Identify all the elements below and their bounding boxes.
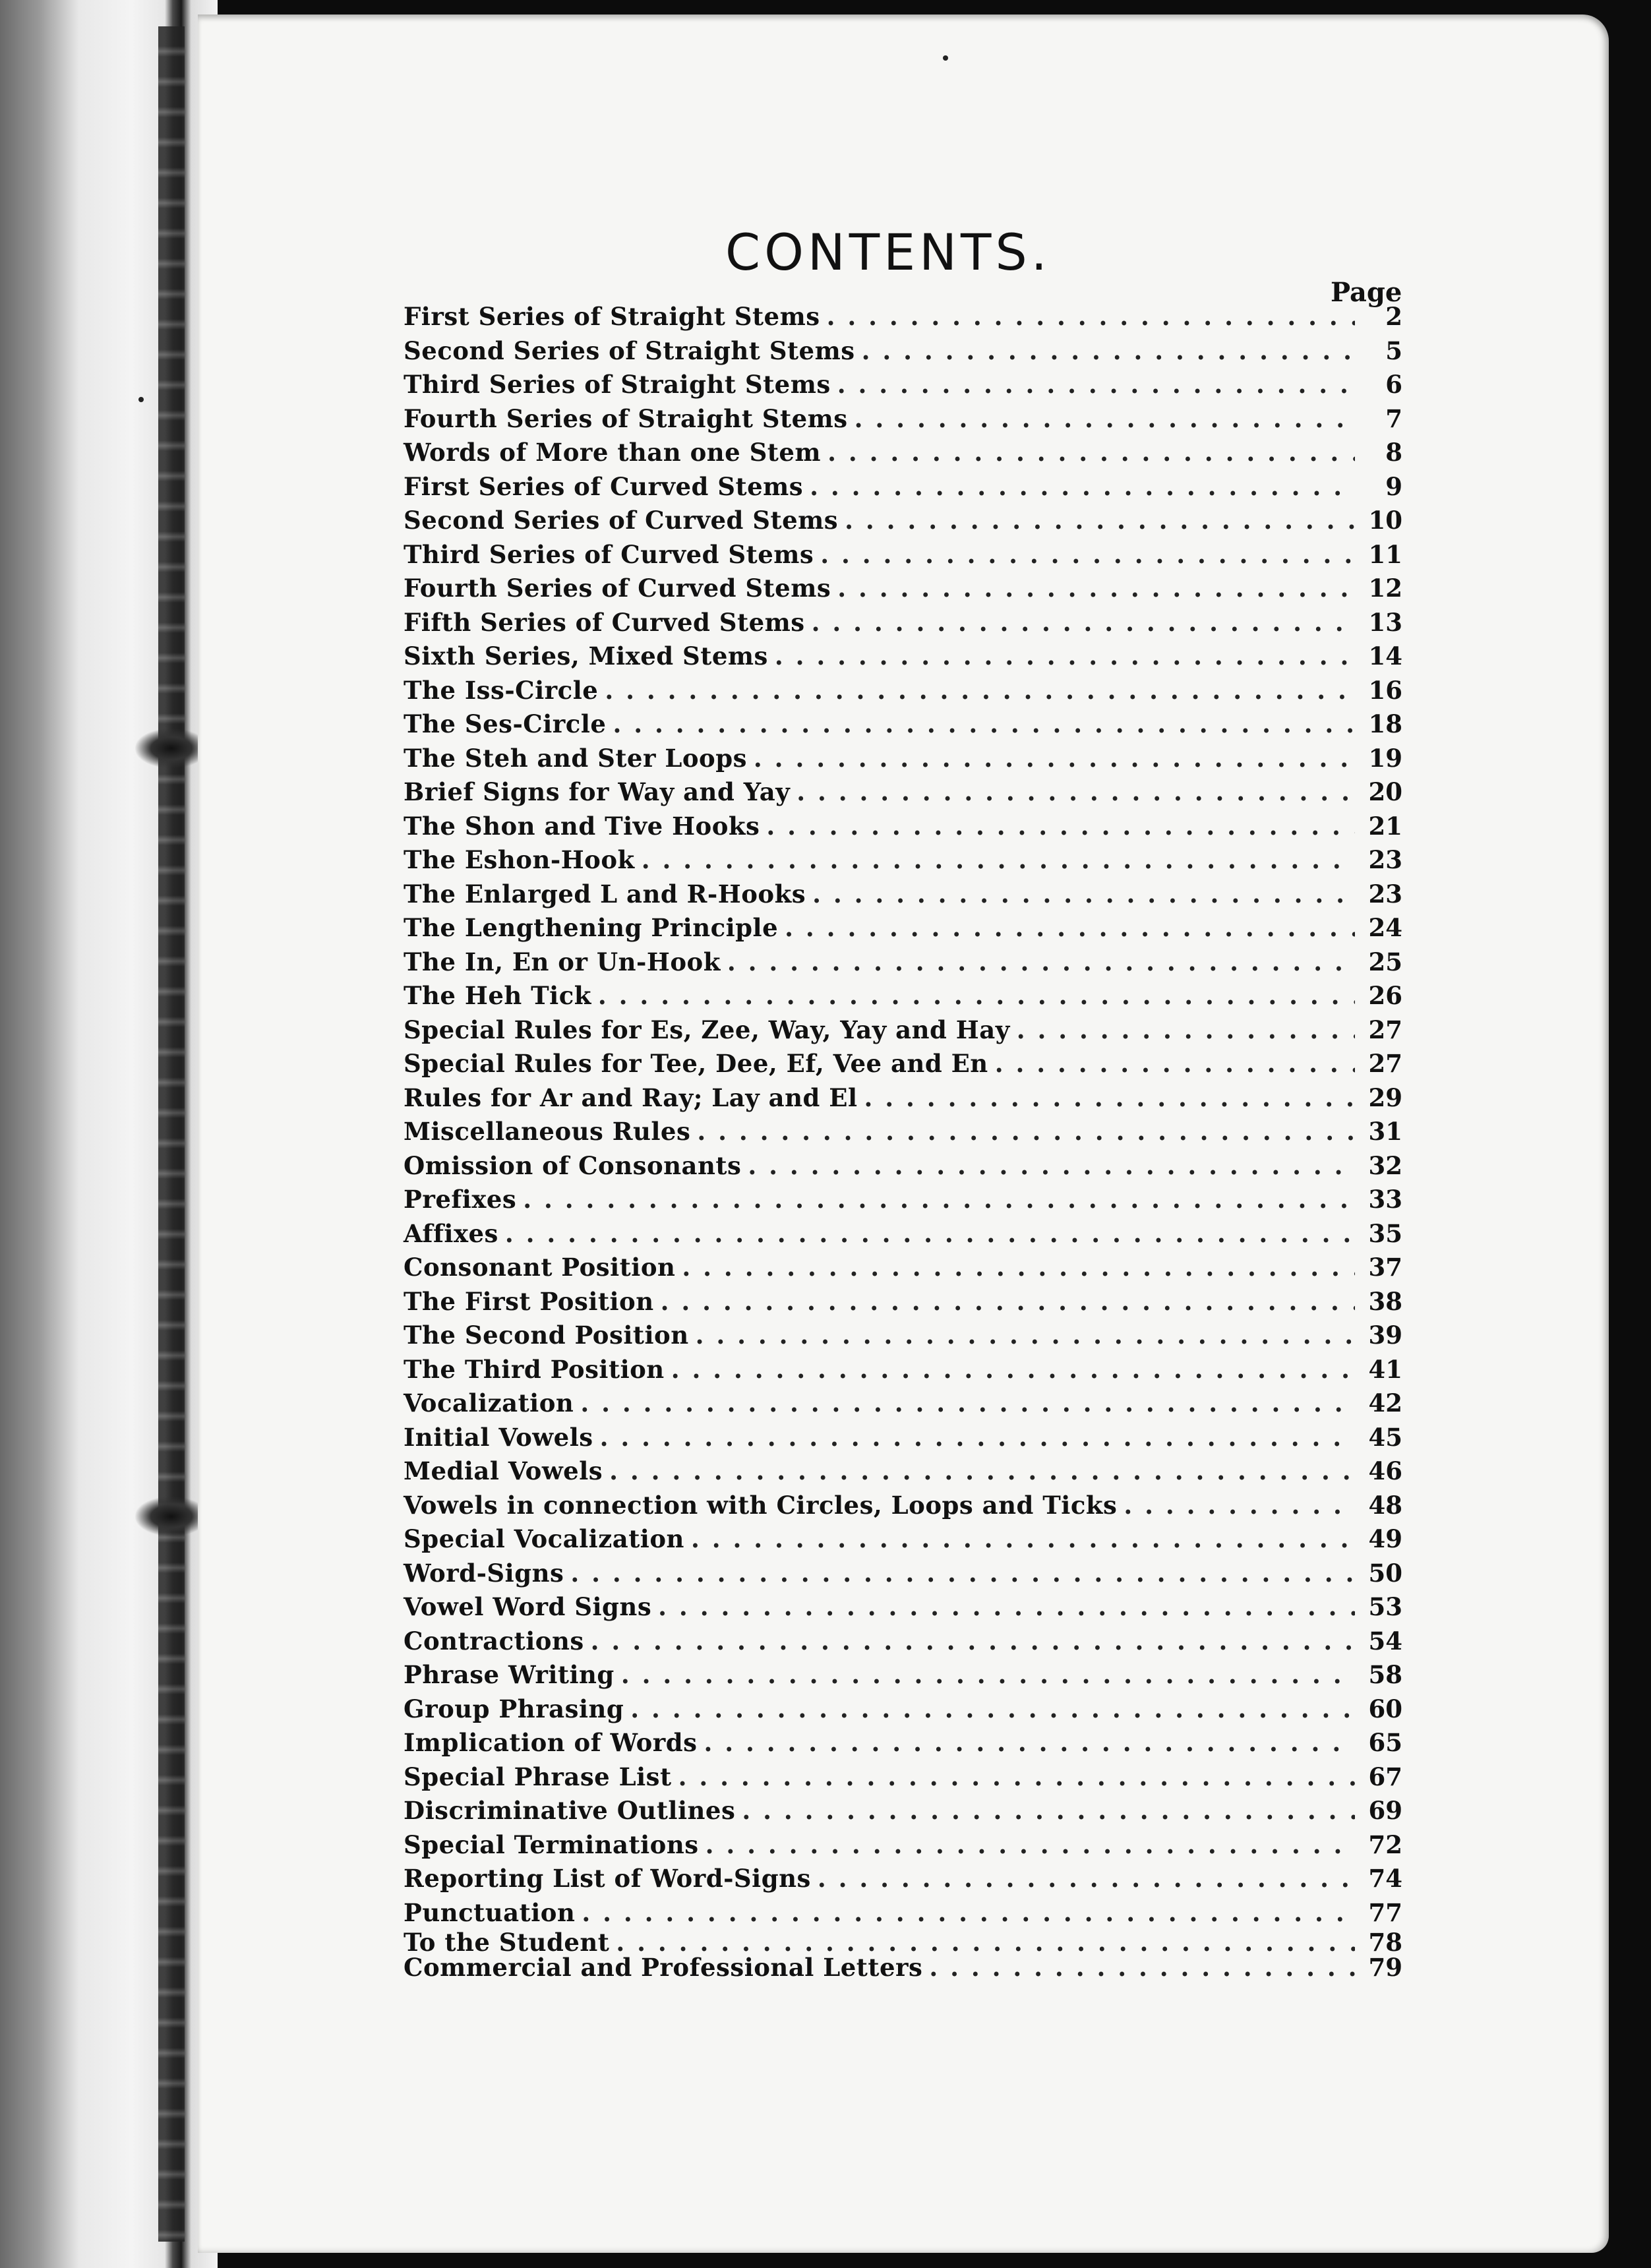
toc-entry-title: Prefixes <box>404 1185 517 1214</box>
toc-entry-title: Omission of Consonants <box>404 1150 742 1180</box>
dot-leader <box>754 742 1355 776</box>
toc-entry <box>404 1828 1402 1863</box>
toc-entry <box>404 1217 1402 1251</box>
toc-entry <box>404 572 1402 606</box>
toc-entry <box>404 606 1402 640</box>
dot-leader <box>696 1319 1355 1353</box>
toc-entry-page: 8 <box>1385 438 1402 467</box>
dot-leader <box>582 1896 1355 1930</box>
toc-entry <box>404 1115 1402 1149</box>
toc-entry-title: To the Student <box>404 1928 610 1957</box>
toc-entry-title: Initial Vowels <box>404 1422 593 1452</box>
dot-leader <box>827 436 1355 470</box>
toc-entry-page: 16 <box>1368 675 1402 705</box>
toc-entry-page: 9 <box>1385 471 1402 501</box>
toc-entry <box>404 1047 1402 1081</box>
toc-entry-title: Vowel Word Signs <box>404 1592 652 1621</box>
dot-leader <box>682 1251 1355 1285</box>
toc-entry <box>404 878 1402 912</box>
toc-entry <box>404 1183 1402 1217</box>
dot-leader <box>929 1955 1355 1980</box>
dot-leader <box>818 1862 1355 1896</box>
dot-leader <box>505 1217 1355 1251</box>
toc-entry-title: Punctuation <box>404 1897 576 1927</box>
dot-leader <box>704 1726 1355 1760</box>
binding-stitch <box>135 1497 208 1536</box>
toc-entry-title: Reporting List of Word-Signs <box>404 1864 811 1893</box>
toc-entry <box>404 368 1402 402</box>
dot-leader <box>598 979 1355 1013</box>
toc-entry <box>404 1692 1402 1727</box>
toc-entry-title: Medial Vowels <box>404 1456 603 1485</box>
dot-leader <box>600 1421 1355 1455</box>
dot-leader <box>837 572 1355 606</box>
toc-entry-page: 46 <box>1368 1456 1402 1485</box>
toc-entry-title: Special Rules for Tee, Dee, Ef, Vee and En <box>404 1049 988 1078</box>
toc-entry-title: The Eshon-Hook <box>404 845 635 874</box>
toc-entry <box>404 843 1402 878</box>
toc-entry-title: Brief Signs for Way and Yay <box>404 777 791 806</box>
toc-entry-page: 35 <box>1368 1218 1402 1248</box>
toc-entry-title: The Heh Tick <box>404 981 591 1010</box>
toc-entry <box>404 775 1402 810</box>
dot-leader <box>812 878 1355 912</box>
toc-entry-page: 20 <box>1368 777 1402 806</box>
toc-entry-title: The Lengthening Principle <box>404 913 779 942</box>
dot-leader <box>855 402 1355 436</box>
toc-entry-title: The Steh and Ster Loops <box>404 743 747 773</box>
toc-entry <box>404 436 1402 470</box>
toc-entry-page: 21 <box>1368 811 1402 841</box>
toc-entry <box>404 1353 1402 1387</box>
toc-entry-title: Group Phrasing <box>404 1694 624 1723</box>
toc-entry-title: Word-Signs <box>404 1558 564 1588</box>
toc-entry <box>404 1794 1402 1828</box>
dot-leader <box>862 334 1355 369</box>
dot-leader <box>605 674 1355 708</box>
toc-entry <box>404 1013 1402 1048</box>
toc-entry <box>404 1387 1402 1421</box>
toc-entry-title: Implication of Words <box>404 1728 698 1757</box>
dot-leader <box>658 1590 1355 1625</box>
toc-entry <box>404 1081 1402 1116</box>
toc-entry-title: The Shon and Tive Hooks <box>404 811 760 841</box>
toc-entry <box>404 742 1402 776</box>
toc-entry-title: Vowels in connection with Circles, Loops and Ticks <box>404 1490 1118 1520</box>
dot-leader <box>785 911 1355 945</box>
toc-entry <box>404 300 1402 334</box>
toc-entry <box>404 1590 1402 1625</box>
toc-entry-page: 65 <box>1368 1728 1402 1757</box>
toc-entry-title: Special Vocalization <box>404 1524 684 1553</box>
toc-entry-title: First Series of Curved Stems <box>404 471 804 501</box>
dot-leader <box>810 470 1355 504</box>
toc-entry <box>404 810 1402 844</box>
toc-entry-page: 6 <box>1385 370 1402 399</box>
dot-leader <box>766 810 1355 844</box>
dot-leader <box>630 1692 1355 1727</box>
dot-leader <box>678 1760 1355 1795</box>
toc-entry <box>404 1625 1402 1659</box>
toc-entry-page: 23 <box>1368 845 1402 874</box>
toc-entry <box>404 334 1402 369</box>
toc-entry-title: Fourth Series of Curved Stems <box>404 574 831 603</box>
toc-entry <box>404 1760 1402 1795</box>
dot-leader <box>827 300 1355 334</box>
toc-entry <box>404 1862 1402 1896</box>
toc-entry-title: Vocalization <box>404 1388 574 1418</box>
dot-leader <box>609 1454 1355 1489</box>
toc-entry <box>404 1930 1402 1955</box>
toc-entry <box>404 1319 1402 1353</box>
toc-entry-page: 10 <box>1368 506 1402 535</box>
toc-entry-page: 14 <box>1368 642 1402 671</box>
toc-entry-page: 54 <box>1368 1626 1402 1656</box>
dot-leader <box>837 368 1355 402</box>
toc-entry-page: 50 <box>1368 1558 1402 1588</box>
toc-entry-title: Affixes <box>404 1218 498 1248</box>
toc-entry <box>404 1557 1402 1591</box>
toc-entry <box>404 1955 1402 1980</box>
toc-entry-title: Special Phrase List <box>404 1762 672 1791</box>
toc-entry <box>404 640 1402 674</box>
toc-entry-page: 25 <box>1368 947 1402 976</box>
toc-entry-page: 5 <box>1385 336 1402 365</box>
dot-leader <box>613 707 1355 742</box>
toc-entry <box>404 707 1402 742</box>
toc-entry-title: Third Series of Straight Stems <box>404 370 831 399</box>
dot-leader <box>591 1625 1355 1659</box>
dot-leader <box>523 1183 1355 1217</box>
toc-entry-title: Second Series of Straight Stems <box>404 336 855 365</box>
toc-entry-title: The Second Position <box>404 1321 689 1350</box>
toc-entry-page: 74 <box>1368 1864 1402 1893</box>
toc-entry <box>404 402 1402 436</box>
toc-entry-page: 2 <box>1385 302 1402 331</box>
toc-entry-page: 72 <box>1368 1830 1402 1859</box>
toc-entry <box>404 945 1402 980</box>
toc-entry-page: 48 <box>1368 1490 1402 1520</box>
page-title: CONTENTS. <box>725 223 1051 282</box>
toc-entry-page: 79 <box>1368 1953 1402 1982</box>
toc-entry-page: 11 <box>1368 539 1402 569</box>
dot-leader <box>748 1149 1355 1183</box>
toc-entry-title: Miscellaneous Rules <box>404 1117 691 1146</box>
toc-entry-page: 69 <box>1368 1796 1402 1825</box>
toc-entry-title: The Iss-Circle <box>404 675 599 705</box>
dot-leader <box>1124 1489 1355 1523</box>
toc-entry-page: 29 <box>1368 1083 1402 1112</box>
toc-entry-title: Sixth Series, Mixed Stems <box>404 642 768 671</box>
toc-entry-page: 38 <box>1368 1286 1402 1316</box>
toc-entry-page: 12 <box>1368 574 1402 603</box>
toc-entry-page: 49 <box>1368 1524 1402 1553</box>
dot-leader <box>820 538 1355 572</box>
dot-leader <box>742 1794 1355 1828</box>
dot-leader <box>642 843 1355 878</box>
toc-entry-page: 67 <box>1368 1762 1402 1791</box>
toc-entry-title: The Enlarged L and R-Hooks <box>404 879 806 909</box>
dot-leader <box>621 1658 1355 1692</box>
toc-entry-title: Words of More than one Stem <box>404 438 822 467</box>
dot-leader <box>845 504 1355 538</box>
toc-entry-page: 7 <box>1385 403 1402 433</box>
toc-entry-page: 27 <box>1368 1049 1402 1078</box>
binding-stitch <box>135 729 208 768</box>
toc-entry-title: Second Series of Curved Stems <box>404 506 839 535</box>
toc-entry-title: Discriminative Outlines <box>404 1796 736 1825</box>
toc-entry-title: Contractions <box>404 1626 584 1656</box>
toc-entry-page: 77 <box>1368 1897 1402 1927</box>
toc-entry-title: Third Series of Curved Stems <box>404 539 814 569</box>
toc-entry-title: Fourth Series of Straight Stems <box>404 403 848 433</box>
toc-entry <box>404 1522 1402 1557</box>
toc-entry-page: 53 <box>1368 1592 1402 1621</box>
toc-entry-title: Phrase Writing <box>404 1660 615 1689</box>
toc-entry <box>404 1454 1402 1489</box>
toc-entry <box>404 1896 1402 1930</box>
toc-entry-title: The Ses-Circle <box>404 709 607 738</box>
toc-entry <box>404 911 1402 945</box>
dot-leader <box>995 1047 1355 1081</box>
dot-leader <box>691 1522 1355 1557</box>
dot-leader <box>705 1828 1355 1863</box>
toc-entry-page: 13 <box>1368 607 1402 637</box>
toc-entry <box>404 1251 1402 1285</box>
toc-entry-title: Rules for Ar and Ray; Lay and El <box>404 1083 858 1112</box>
toc-entry-page: 33 <box>1368 1185 1402 1214</box>
toc-entry-page: 41 <box>1368 1354 1402 1384</box>
toc-entry <box>404 470 1402 504</box>
toc-entry-title: The In, En or Un-Hook <box>404 947 721 976</box>
binding-spine <box>158 26 185 2242</box>
dot-leader <box>864 1081 1355 1116</box>
dot-leader <box>661 1285 1355 1319</box>
toc-entry <box>404 1421 1402 1455</box>
dot-leader <box>727 945 1355 980</box>
toc-entry <box>404 979 1402 1013</box>
dot-leader <box>580 1387 1355 1421</box>
toc-entry <box>404 1149 1402 1183</box>
toc-entry-page: 78 <box>1368 1928 1402 1957</box>
toc-entry-page: 32 <box>1368 1150 1402 1180</box>
toc-entry <box>404 1489 1402 1523</box>
toc-entry-page: 26 <box>1368 981 1402 1010</box>
toc-entry <box>404 1285 1402 1319</box>
toc-entry-page: 18 <box>1368 709 1402 738</box>
dot-leader <box>671 1353 1355 1387</box>
table-of-contents <box>404 300 1402 1980</box>
toc-entry-page: 45 <box>1368 1422 1402 1452</box>
toc-entry-page: 39 <box>1368 1321 1402 1350</box>
toc-entry-title: First Series of Straight Stems <box>404 302 820 331</box>
toc-entry <box>404 674 1402 708</box>
dot-leader <box>796 775 1355 810</box>
toc-entry <box>404 1726 1402 1760</box>
dot-leader <box>775 640 1355 674</box>
toc-entry-page: 19 <box>1368 743 1402 773</box>
toc-entry-page: 23 <box>1368 879 1402 909</box>
dot-leader <box>697 1115 1355 1149</box>
toc-entry-title: The First Position <box>404 1286 654 1316</box>
dot-leader <box>616 1930 1355 1955</box>
toc-entry-page: 24 <box>1368 913 1402 942</box>
toc-entry-page: 37 <box>1368 1253 1402 1282</box>
dot-leader <box>812 606 1355 640</box>
book-gutter <box>0 0 218 2268</box>
toc-entry-title: Commercial and Professional Letters <box>404 1953 923 1982</box>
toc-entry-page: 58 <box>1368 1660 1402 1689</box>
toc-entry-title: Consonant Position <box>404 1253 676 1282</box>
toc-entry-page: 60 <box>1368 1694 1402 1723</box>
toc-entry-title: Fifth Series of Curved Stems <box>404 607 805 637</box>
dot-leader <box>1017 1013 1355 1048</box>
toc-entry-title: The Third Position <box>404 1354 665 1384</box>
toc-entry <box>404 504 1402 538</box>
toc-entry-page: 42 <box>1368 1388 1402 1418</box>
toc-entry-page: 31 <box>1368 1117 1402 1146</box>
toc-entry-title: Special Rules for Es, Zee, Way, Yay and Hay <box>404 1015 1010 1044</box>
toc-entry <box>404 538 1402 572</box>
dot-leader <box>570 1557 1355 1591</box>
toc-entry <box>404 1658 1402 1692</box>
toc-entry-title: Special Terminations <box>404 1830 699 1859</box>
page-column-header: Page <box>1331 277 1402 308</box>
toc-entry-page: 27 <box>1368 1015 1402 1044</box>
